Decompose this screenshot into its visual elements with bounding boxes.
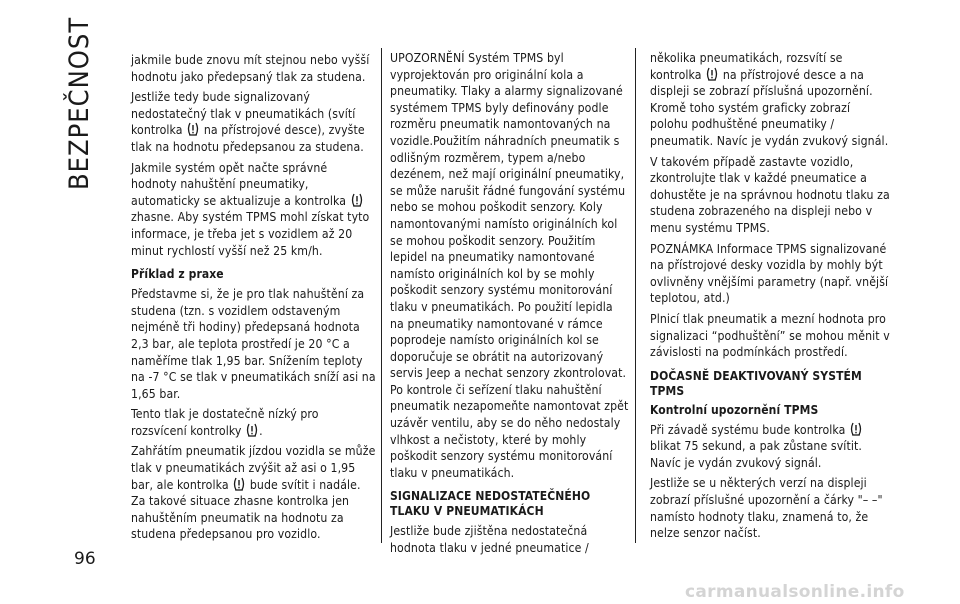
paragraph: POZNÁMKA Informace TPMS signalizované na přístrojové desky vozidla by mohly být ovlivněny vnějšími parametry (např. vnější teplotou, atd.) (650, 241, 889, 306)
text: bude svítit i nadále. Za takové situace zhasne kontrolka jen nahuštěním pneumatik na hodnotu za studena předepsanou pro vozidlo. (131, 477, 361, 542)
paragraph: jakmile bude znovu mít stejnou nebo vyšší hodnotu jako předepsaný tlak za studena. (131, 53, 370, 84)
watermark: carmanualsonline.info (685, 582, 905, 602)
section-heading: SIGNALIZACE NEDOSTATEČNÉHO TLAKU V PNEUMATIKÁCH (390, 489, 591, 519)
paragraph: UPOZORNĚNÍ Systém TPMS byl vyprojektován pro originální kola a pneumatiky. Tlaky a alarmy signalizované systémem TPMS byly definovány podle rozměru pneumatik namontovaných na vozidle.Použitím náhradních pneumatik s odlišným rozměrem, typem a/nebo dezénem, než mají originální pneumatiky, se může narušit řádné fungování systému nebo se mohou poškodit senzory. Koly namontovanými namísto originálních kol se mohou poškodit senzory. Použitím lepidel na pneumatiky namontované namísto originálních kol by se mohly poškodit senzory systému monitorování tlaku v pneumatikách. Po použití lepidla na pneumatiky namontované v rámce poprodeje namísto originálních kol se doporučuje se obrátit na autorizovaný servis Jeep a nechat senzory zkontrolovat. Po kontrole či seřízení tlaku nahuštění pneumatik nezapomeňte namontovat zpět uzávěr ventilu, aby se do něho nedostaly vlhkost a nečistoty, které by mohly poškodit senzory systému monitorování tlaku v pneumatikách. (390, 51, 629, 480)
subsection-heading: Kontrolní upozornění TPMS (650, 402, 819, 417)
column-divider (381, 48, 382, 543)
text-column-1 (131, 52, 376, 547)
paragraph (131, 89, 376, 155)
text-column-2 (390, 50, 630, 561)
column-divider (635, 48, 636, 543)
text: na přístrojové desce), zvyšte tlak na hodnotu předepsanou za studena. (131, 123, 365, 154)
paragraph: Představme si, že je pro tlak nahuštění za studena (tzn. s vozidlem odstaveným nejméně tři hodiny) předepsaná hodnota 2,3 bar, ale teplota prostředí je 20 °C a naměříme tlak 1,95 bar. Snížením teploty na -7 °C se tlak v pneumatikách sníží asi na 1,65 bar. (131, 287, 376, 401)
paragraph (131, 406, 376, 439)
text: . (259, 423, 263, 438)
section-heading: Příklad z praxe (131, 267, 224, 282)
paragraph: Jestliže bude zjištěna nedostatečná hodnota tlaku v jedné pneumatice / (390, 524, 589, 556)
tpms-warning-icon (187, 122, 199, 136)
tpms-warning-icon (246, 423, 258, 437)
section-heading: DOČASNĚ DEAKTIVOVANÝ SYSTÉM TPMS (650, 368, 862, 398)
paragraph (650, 50, 890, 150)
text: na přístrojové desce a na displeji se zobrazí příslušná upozornění. Kromě toho systém graficky zobrazí polohu podhuštěné pneumatiky / pneumatik. Navíc je vydán zvukový signál. (650, 67, 889, 148)
paragraph: Plnicí tlak pneumatik a mezní hodnota pro signalizaci “podhuštění” se mohou měnit v závislosti na podmínkách prostředí. (650, 311, 890, 360)
text: zhasne. Aby systém TPMS mohl získat tyto informace, je třeba jet s vozidlem až 20 minut rychlostí vyšší než 25 km/h. (131, 210, 370, 258)
page-number: 96 (74, 549, 96, 569)
text: blikat 75 sekund, a pak zůstane svítit. Navíc je vydán zvukový signál. (650, 439, 862, 470)
paragraph (650, 422, 890, 472)
text: několika pneumatikách, rozsvítí se kontrolka (650, 51, 843, 82)
text: Tento tlak je dostatečně nízký pro rozsvícení kontrolky (131, 407, 319, 438)
paragraph: V takovém případě zastavte vozidlo, zkontrolujte tlak v každé pneumatice a dohustěte je na správnou hodnotu tlaku za studena zobrazeného na displeji nebo v menu systému TPMS. (650, 154, 890, 235)
paragraph: Jestliže se u některých verzí na displeji zobrazí příslušné upozornění a čárky "– –" namísto hodnoty tlaku, znamená to, že nelze senzor načíst. (650, 476, 883, 541)
tpms-warning-icon (850, 422, 862, 436)
tpms-warning-icon (233, 477, 245, 491)
section-title: BEZPEČNOST (64, 16, 95, 190)
text: Jakmile systém opět načte správné hodnoty nahuštění pneumatiky, automaticky se aktualizuje a kontrolka (131, 160, 347, 208)
text: Jestliže tedy bude signalizovaný nedostatečný tlak v pneumatikách (svítí kontrolka (131, 90, 356, 138)
text-column-3 (650, 50, 890, 546)
tpms-warning-icon (706, 67, 718, 81)
paragraph (131, 443, 376, 543)
tpms-warning-icon (351, 193, 363, 207)
paragraph (131, 160, 376, 260)
text: Při závadě systému bude kontrolka (650, 422, 846, 437)
text: Zahřátím pneumatik jízdou vozidla se může tlak v pneumatikách zvýšit až asi o 1,95 bar, ale kontrolka (131, 444, 376, 492)
